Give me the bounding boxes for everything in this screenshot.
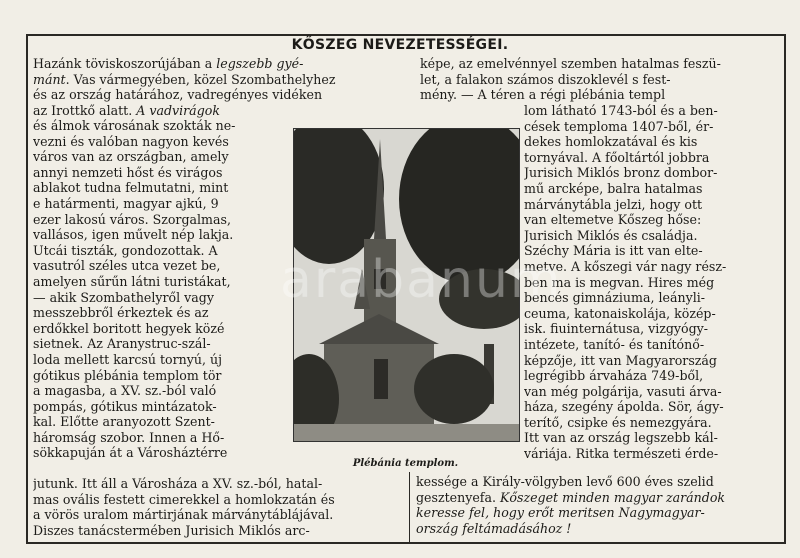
text-line: lom látható 1743-ból és a ben-	[524, 103, 718, 118]
text-line: Jurisich Miklós és családja.	[524, 227, 698, 243]
right-top-text	[420, 56, 780, 103]
text-line: cések temploma 1407-ből, ér-	[524, 118, 714, 134]
text-line: dekes homlokzatával és kis	[524, 134, 698, 150]
text-line: annyi nemzeti hőst és virágos	[33, 164, 223, 180]
text-line: terítő, csipke és nemezgyára.	[524, 414, 712, 430]
text-line: isk. fiuinternátusa, vizgyógy-	[524, 321, 709, 337]
text-line: Jurisich Miklós bronz dombor-	[524, 165, 718, 181]
text-line: let, a falakon számos diszoklevél s fest-	[420, 71, 671, 87]
text-line: keresse fel, hogy erőt meritsen Nagymagyar-	[416, 505, 705, 521]
text-line: sökkapuján át a Városháztérre	[33, 445, 228, 461]
text-line: képzője, itt van Magyarország	[524, 352, 717, 368]
text-line: vallásos, igen művelt nép lakja.	[33, 227, 234, 243]
bottom-right-text	[416, 474, 784, 536]
text-line: Széchy Mária is itt van elte-	[524, 243, 703, 259]
text-line: háromság szobor. Innen a Hő-	[33, 429, 225, 445]
text-line: gesztenyefa. Kőszeget minden magyar zarándok	[416, 489, 726, 505]
text-line: legrégibb árvaháza 749-ből,	[524, 368, 704, 384]
left-top-text	[33, 56, 413, 118]
photo-caption: Plébánia templom.	[352, 458, 459, 469]
text-line: vezni és valóban nagyon kevés	[33, 133, 229, 149]
text-line: ablakot tudna felmutatni, mint	[33, 180, 229, 196]
text-line: Utcái tiszták, gondozottak. A	[33, 242, 218, 258]
text-line: ezer lakosú város. Szorgalmas,	[33, 211, 231, 227]
text-line: metve. A kőszegi vár nagy rész-	[524, 258, 727, 274]
text-line: képe, az emelvénnyel szemben hatalmas feszü-	[420, 56, 721, 71]
text-line: kal. Előtte aranyozott Szent-	[33, 414, 215, 430]
text-line: mas ovális festett cimerekkel a homlokzatán és	[33, 491, 335, 507]
text-line: az Irottkő alatt. A vadvirágok	[33, 102, 220, 118]
text-line: márványtábla jelzi, hogy ott	[524, 196, 703, 212]
text-line: a vörös uralom mártirjának márványtáblájával.	[33, 507, 334, 523]
text-line: e határmenti, magyar ajkú, 9	[33, 195, 219, 211]
left-column-text	[33, 118, 291, 461]
text-line: messzebbről érkeztek és az	[33, 305, 209, 321]
text-line: Itt van az ország legszebb kál-	[524, 430, 718, 446]
bottom-left-text	[33, 476, 413, 538]
text-line: mény. — A téren a régi plébánia templ	[420, 87, 666, 103]
text-line: város van az országban, amely	[33, 149, 229, 165]
text-line: és az ország határához, vadregényes vidéken	[33, 87, 323, 103]
text-line: ország feltámadásához !	[416, 520, 572, 536]
text-line: intézete, tanító- és tanítónő-	[524, 336, 705, 352]
text-line: háza, szegény ápolda. Sör, ágy-	[524, 399, 724, 415]
text-line: gótikus plébánia templom tör	[33, 367, 222, 383]
text-line: és álmok városának szokták ne-	[33, 118, 236, 133]
text-line: kessége a Király-völgyben levő 600 éves szelid	[416, 474, 714, 489]
text-line: erdőkkel boritott hegyek közé	[33, 320, 225, 336]
text-line: a magasba, a XV. sz.-ból való	[33, 383, 217, 399]
text-line: loda mellett karcsú tornyú, új	[33, 351, 223, 367]
text-line: jutunk. Itt áll a Városháza a XV. sz.-ból, hatal-	[33, 476, 323, 491]
text-line: van még polgárija, vasuti árva-	[524, 383, 722, 399]
text-line: sietnek. Az Aranystruc-szál-	[33, 336, 211, 352]
text-line: amelyen sűrűn látni turistákat,	[33, 273, 231, 289]
text-line: — akik Szombathelyről vagy	[33, 289, 214, 305]
column-divider	[409, 472, 410, 542]
text-line: vasutról széles utca vezet be,	[33, 258, 221, 274]
text-line: ceuma, katonaiskolája, közép-	[524, 305, 716, 321]
text-line: ben ma is megvan. Hires még	[524, 274, 715, 290]
watermark: arabanum	[280, 250, 563, 310]
text-line: Diszes tanácstermében Jurisich Miklós arc-	[33, 522, 310, 538]
text-line: mű arcképe, balra hatalmas	[524, 180, 703, 196]
text-line: pompás, gótikus mintázatok-	[33, 398, 217, 414]
text-line: van eltemetve Kőszeg hőse:	[524, 212, 702, 228]
text-line: mánt. Vas vármegyében, közel Szombathelyhez	[33, 71, 336, 87]
text-line: váriája. Ritka természeti érde-	[524, 446, 719, 462]
page-title: KŐSZEG NEVEZETESSÉGEI.	[291, 37, 509, 53]
text-line: tornyával. A főoltártól jobbra	[524, 149, 710, 165]
text-line: bencés gimnáziuma, leányli-	[524, 290, 706, 306]
text-line: Hazánk töviskoszorújában a legszebb gyé-	[33, 56, 304, 71]
